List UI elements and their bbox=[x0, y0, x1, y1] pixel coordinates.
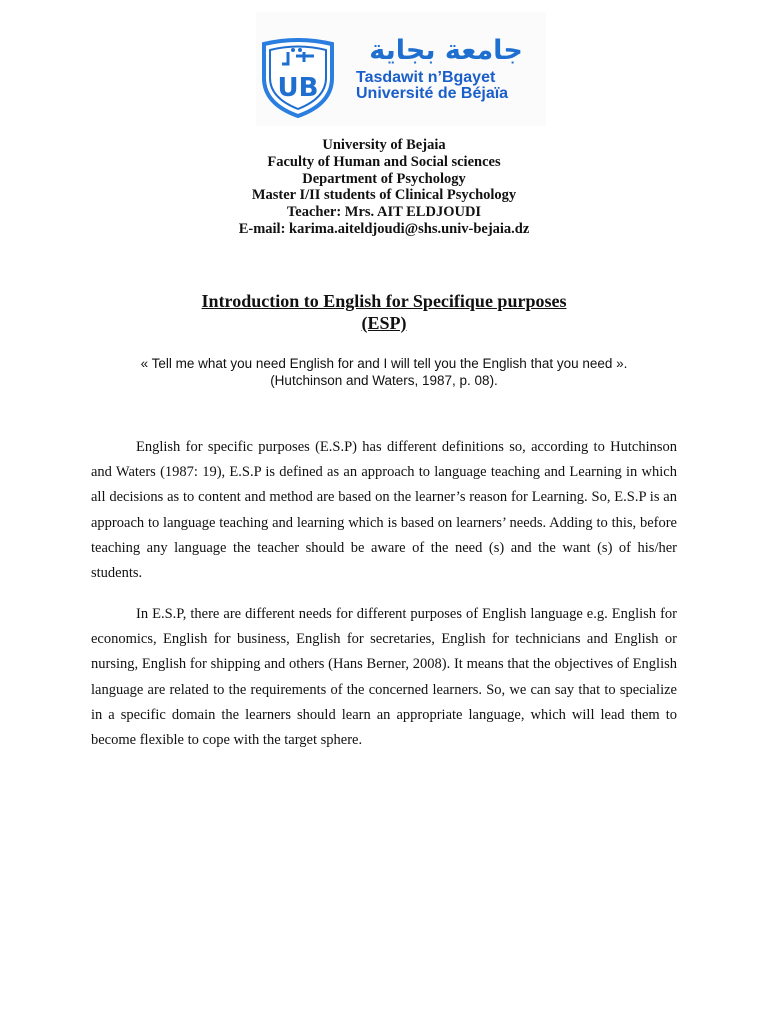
department-name: Department of Psychology bbox=[302, 170, 466, 187]
document-title bbox=[0, 290, 768, 334]
students-line: Master I/II students of Clinical Psychology bbox=[251, 187, 517, 204]
epigraph bbox=[0, 356, 768, 389]
document-header bbox=[0, 137, 768, 238]
university-name: University of Bejaia bbox=[322, 137, 446, 153]
university-emblem-icon bbox=[260, 38, 336, 118]
emblem-letters: UB bbox=[277, 73, 319, 103]
body-paragraph-1: English for specific purposes (E.S.P) has different definitions so, according to Hutchinson and Waters (1987: 19), E.S.P is defined as an approach to language teaching and Learning in which all decisions as to content and method are based on the learner’s reason for Learning. So, E.S.P is an approach to language teaching and learning which is based on learners’ needs. Adding to this, before teaching any language the teacher should be aware of the need (s) and the want (s) of his/her students. bbox=[91, 439, 677, 582]
logo-french-name: Université de Béjaïa bbox=[356, 85, 509, 102]
university-logo bbox=[256, 12, 546, 126]
logo-arabic-name: جامعة بجاية bbox=[369, 35, 523, 66]
email-line: E-mail: karima.aiteldjoudi@shs.univ-bejaia.dz bbox=[238, 220, 530, 237]
title-line-2: (ESP) bbox=[361, 313, 407, 333]
title-line-1: Introduction to English for Specifique purposes bbox=[201, 291, 567, 311]
teacher-line: Teacher: Mrs. AIT ELDJOUDI bbox=[286, 204, 482, 221]
faculty-name: Faculty of Human and Social sciences bbox=[267, 153, 501, 170]
quote-text: « Tell me what you need English for and I will tell you the English that you need ». bbox=[140, 356, 628, 371]
quote-citation: (Hutchinson and Waters, 1987, p. 08). bbox=[270, 372, 498, 388]
body-paragraph-2: In E.S.P, there are different needs for different purposes of English language e.g. English for economics, English for business, English for secretaries, English for technicians and English or nursing, English for shipping and others (Hans Berner, 2008). It means that the objectives of English language are related to the requirements of the concerned learners. So, we can say that to specialize in a specific domain the learners should learn an appropriate language, which will lead them to become flexible to cope with the target sphere. bbox=[91, 606, 677, 749]
logo-kabyle-name: Tasdawit n’Bgayet bbox=[356, 69, 496, 86]
